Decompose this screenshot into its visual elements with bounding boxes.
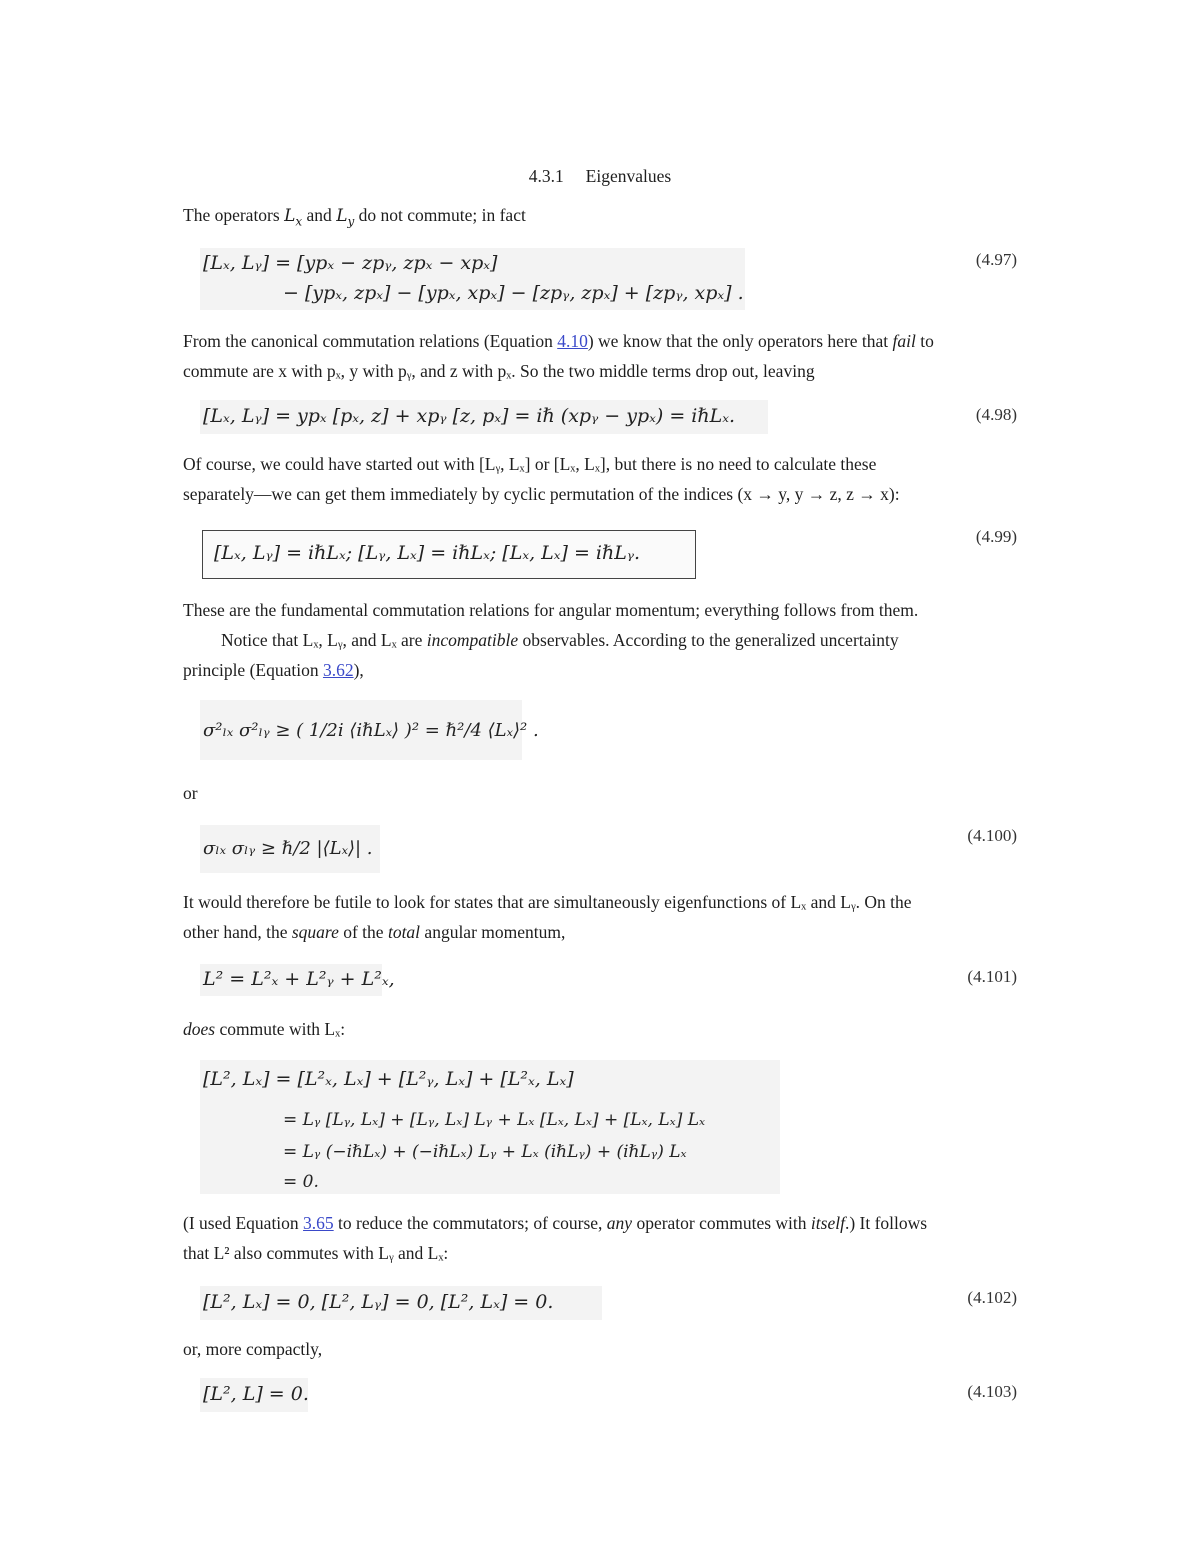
derivation-line2: = Lᵧ [Lᵧ, Lₓ] + [Lᵧ, Lₓ] Lᵧ + Lₓ [Lₓ, Lₓ] + [Lₓ, Lₓ] Lₓ <box>283 1110 706 1130</box>
text-or: or <box>183 783 198 803</box>
text: commute with Lₓ: <box>215 1019 346 1039</box>
text: to reduce the commutators; of course, <box>333 1213 607 1233</box>
text: of the <box>338 922 388 942</box>
equation-4-102-body: [L², Lₓ] = 0, [L², Lᵧ] = 0, [L², Lₓ] = 0. <box>203 1291 554 1313</box>
equation-number: (4.103) <box>967 1382 1017 1401</box>
equation-4-99-body: [Lₓ, Lᵧ] = iℏLₓ; [Lᵧ, Lₓ] = iℏLₓ; [Lₓ, Lₓ] = iℏLᵧ. <box>214 542 641 564</box>
text: ) we know that the only operators here that <box>587 331 893 351</box>
equation-number: (4.101) <box>967 967 1017 986</box>
paragraph-used-equation <box>183 1208 1018 1268</box>
math-sub: y <box>347 214 355 229</box>
equation-number: (4.100) <box>967 826 1017 845</box>
equation-4-97-line2: − [ypₓ, zpₓ] − [ypₓ, xpₓ] − [zpᵧ, zpₓ] + [zpᵧ, xpₓ] . <box>283 282 744 304</box>
paragraph-does-commute <box>183 1014 1018 1044</box>
equation-4-100-body: σₗₓ σₗᵧ ≥ ℏ/2 |⟨Lₓ⟩| . <box>203 838 373 859</box>
text: commute are x with pₓ, y with pᵧ, and z with pₓ. So the two middle terms drop out, leaving <box>183 361 815 381</box>
paragraph-incompatible <box>183 625 1018 685</box>
text: (I used Equation <box>183 1213 304 1233</box>
math-ly: L <box>336 206 348 226</box>
equation-link-3-62[interactable]: 3.62 <box>322 660 354 680</box>
equation-4-98-body: [Lₓ, Lᵧ] = ypₓ [pₓ, z] + xpᵧ [z, pₓ] = iℏ (xpᵧ − ypₓ) = iℏLₓ. <box>203 405 735 427</box>
text: From the canonical commutation relations (Equation <box>183 331 558 351</box>
paragraph-cyclic <box>183 449 1018 509</box>
text: other hand, the <box>183 922 292 942</box>
text: It would therefore be futile to look for states that are simultaneously eigenfunctions of Lₓ and Lᵧ. On the <box>183 892 912 912</box>
equation-link-3-65[interactable]: 3.65 <box>303 1213 334 1233</box>
text: that L² also commutes with Lᵧ and Lₓ: <box>183 1243 449 1263</box>
text: Of course, we could have started out with [Lᵧ, Lₓ] or [Lₓ, Lₓ], but there is no need to calculate these <box>183 454 877 474</box>
emphasis: does <box>183 1019 216 1039</box>
text: do not commute; in fact <box>354 205 526 225</box>
equation-4-97-line1: [Lₓ, Lᵧ] = [ypₓ − zpᵧ, zpₓ − xpₓ] <box>203 252 498 274</box>
text: The operators <box>183 205 285 225</box>
equation-4-101-body: L² = L²ₓ + L²ᵧ + L²ₓ, <box>203 968 395 990</box>
paragraph-futile <box>183 887 1018 947</box>
section-heading <box>0 166 1200 187</box>
text: Notice that Lₓ, Lᵧ, and Lₓ are <box>221 630 427 650</box>
text: separately—we can get them immediately by cyclic permutation of the indices (x → y, y → z, z → x): <box>183 484 900 504</box>
emphasis: incompatible <box>426 630 519 650</box>
paragraph-canonical <box>183 326 1018 386</box>
equation-uncertainty-body: σ²ₗₓ σ²ₗᵧ ≥ ( 1/2i ⟨iℏLₓ⟩ )² = ℏ²/4 ⟨Lₓ⟩² . <box>203 720 539 741</box>
paragraph-fundamental <box>183 595 1018 625</box>
text: principle (Equation <box>183 660 323 680</box>
equation-number: (4.97) <box>975 250 1017 269</box>
section-number: 4.3.1 <box>528 166 564 186</box>
equation-link-4-10[interactable]: 4.10 <box>557 331 588 351</box>
equation-number: (4.99) <box>975 527 1017 546</box>
paragraph-intro <box>183 200 1018 237</box>
text: .) It follows <box>844 1213 928 1233</box>
derivation-line1: [L², Lₓ] = [L²ₓ, Lₓ] + [L²ᵧ, Lₓ] + [L²ₓ, Lₓ] <box>203 1068 574 1090</box>
equation-number: (4.102) <box>967 1288 1017 1307</box>
text: angular momentum, <box>420 922 566 942</box>
text: to <box>915 331 934 351</box>
math-sub: x <box>295 214 303 229</box>
emphasis: itself <box>810 1213 845 1233</box>
text: These are the fundamental commutation relations for angular momentum; everything follows from them. <box>183 600 919 620</box>
emphasis: total <box>387 922 421 942</box>
paragraph-compactly <box>183 1334 1018 1364</box>
section-title: Eigenvalues <box>585 166 672 186</box>
equation-4-103-body: [L², L] = 0. <box>203 1383 309 1405</box>
text: and <box>302 205 337 225</box>
derivation-line3: = Lᵧ (−iℏLₓ) + (−iℏLₓ) Lᵧ + Lₓ (iℏLᵧ) + (iℏLᵧ) Lₓ <box>283 1142 687 1162</box>
derivation-line4: = 0. <box>283 1172 319 1192</box>
equation-number: (4.98) <box>975 405 1017 424</box>
text: observables. According to the generalized uncertainty <box>518 630 899 650</box>
text: operator commutes with <box>632 1213 811 1233</box>
math-lx: L <box>284 206 296 226</box>
emphasis: square <box>291 922 339 942</box>
text: ), <box>353 660 364 680</box>
text: or, more compactly, <box>183 1339 323 1359</box>
emphasis: fail <box>892 331 916 351</box>
emphasis: any <box>606 1213 633 1233</box>
